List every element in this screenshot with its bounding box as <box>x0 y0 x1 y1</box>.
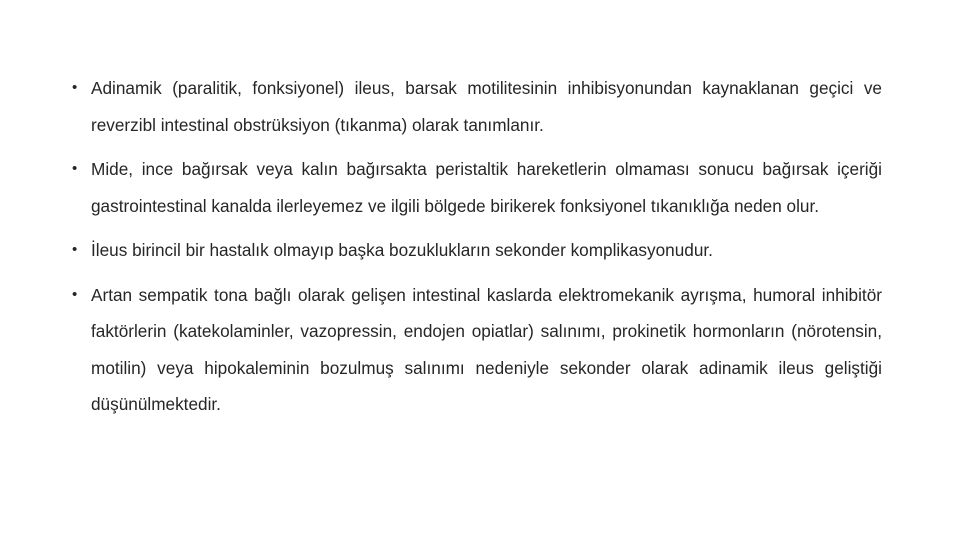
bullet-dot-icon: • <box>72 79 78 96</box>
bullet-text: Mide, ince bağırsak veya kalın bağırsakta peristaltik hareketlerin olmaması sonucu bağırsak içeriği gastrointestinal kanalda ilerleyemez ve ilgili bölgede birikerek fonksiyonel tıkanıklığa neden olur. <box>91 159 882 216</box>
bullet-dot-icon: • <box>72 241 78 258</box>
bullet-dot-icon: • <box>72 285 78 303</box>
bullet-item-mide <box>72 151 882 224</box>
bullet-list <box>72 70 882 431</box>
bullet-text: Adinamik (paralitik, fonksiyonel) ileus, barsak motilitesinin inhibisyonundan kaynaklanan geçici ve reverzibl intestinal obstrüksiyon (tıkanma) olarak tanımlanır. <box>91 78 882 135</box>
bullet-item-adinamik-ileus <box>72 70 882 143</box>
bullet-item-ileus-birincil <box>72 232 882 269</box>
bullet-text: İleus birincil bir hastalık olmayıp başka bozuklukların sekonder komplikasyonudur. <box>91 240 713 260</box>
bullet-text: Artan sempatik tona bağlı olarak gelişen intestinal kaslarda elektromekanik ayrışma, humoral inhibitör faktörlerin (katekolaminler, vazopressin, endojen opiatlar) salınımı, prokinetik hormonların (nörotensin, motilin) veya hipokaleminin bozulmuş salınımı nedeniyle sekonder olarak adinamik ileus geliştiği düşünülmektedir. <box>91 284 882 414</box>
bullet-dot-icon: • <box>72 160 78 177</box>
bullet-item-artan-sempatik <box>72 277 882 423</box>
